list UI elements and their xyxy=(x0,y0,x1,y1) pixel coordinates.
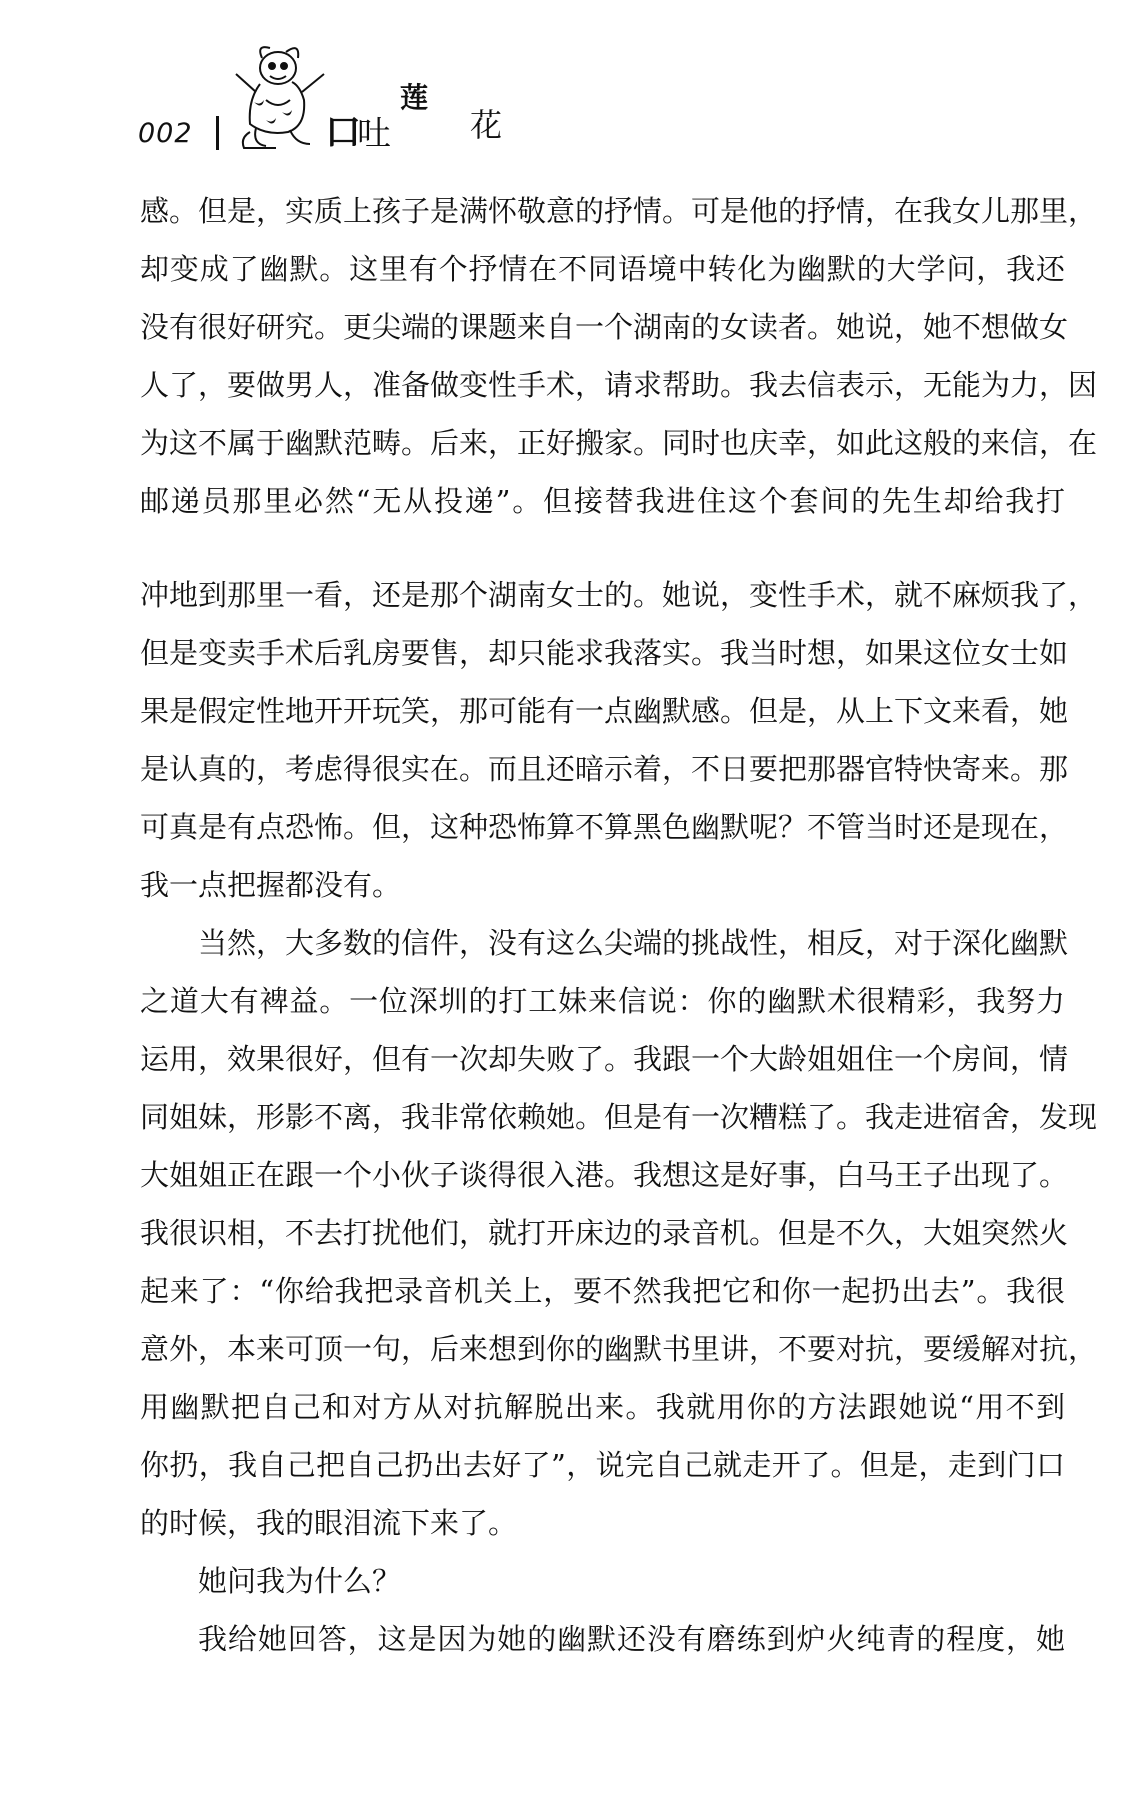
text-line: 我很识相，不去打扰他们，就打开床边的录音机。但是不久，大姐突然火 xyxy=(140,1216,1069,1250)
text-line: 我给她回答，这是因为她的幽默还没有磨练到炉火纯青的程度，她 xyxy=(198,1622,1065,1656)
text-line: 人了，要做男人，准备做变性手术，请求帮助。我去信表示，无能为力，因 xyxy=(140,368,1098,402)
text-line: 同姐妹，形影不离，我非常依赖她。但是有一次糟糕了。我走进宿舍，发现 xyxy=(140,1100,1098,1134)
series-title-char: 口 xyxy=(325,112,362,153)
text-line: 之道大有裨益。一位深圳的打工妹来信说：你的幽默术很精彩，我努力 xyxy=(140,984,1065,1018)
page-number: 002 xyxy=(138,118,193,149)
text-line: 起来了：“你给我把录音机关上，要不然我把它和你一起扔出去”。我很 xyxy=(140,1274,1065,1308)
series-title-char: 莲 xyxy=(400,81,429,114)
header-divider xyxy=(216,116,219,150)
text-line: 果是假定性地开开玩笑，那可能有一点幽默感。但是，从上下文来看，她 xyxy=(140,694,1069,728)
text-line: 用幽默把自己和对方从对抗解脱出来。我就用你的方法跟她说“用不到 xyxy=(140,1390,1065,1424)
body-text-main xyxy=(140,566,1098,1668)
text-line: 当然，大多数的信件，没有这么尖端的挑战性，相反，对于深化幽默 xyxy=(198,926,1069,960)
text-line: 我一点把握都没有。 xyxy=(140,868,402,902)
series-title-char: 吐 xyxy=(357,114,391,154)
text-line: 她问我为什么？ xyxy=(198,1564,402,1598)
series-title-char: 花 xyxy=(470,106,503,144)
text-line: 却变成了幽默。这里有个抒情在不同语境中转化为幽默的大学问，我还 xyxy=(140,252,1065,286)
text-line: 运用，效果很好，但有一次却失败了。我跟一个大龄姐姐住一个房间，情 xyxy=(140,1042,1069,1076)
text-line: 但是变卖手术后乳房要售，却只能求我落实。我当时想，如果这位女士如 xyxy=(140,636,1069,670)
body-text-top xyxy=(140,182,1098,530)
text-line: 的时候，我的眼泪流下来了。 xyxy=(140,1506,518,1540)
text-line: 感。但是，实质上孩子是满怀敬意的抒情。可是他的抒情，在我女儿那里， xyxy=(140,194,1098,228)
text-line: 没有很好研究。更尖端的课题来自一个湖南的女读者。她说，她不想做女 xyxy=(140,310,1069,344)
text-line: 意外，本来可顶一句，后来想到你的幽默书里讲，不要对抗，要缓解对抗， xyxy=(140,1332,1098,1366)
text-line: 你扔，我自己把自己扔出去好了”，说完自己就走开了。但是，走到门口 xyxy=(140,1448,1065,1482)
text-line: 大姐姐正在跟一个小伙子谈得很入港。我想这是好事，白马王子出现了。 xyxy=(140,1158,1069,1192)
text-line: 邮递员那里必然“无从投递”。但接替我进住这个套间的先生却给我打 xyxy=(140,484,1065,518)
text-line: 可真是有点恐怖。但，这种恐怖算不算黑色幽默呢？不管当时还是现在， xyxy=(140,810,1069,844)
text-line: 为这不属于幽默范畴。后来，正好搬家。同时也庆幸，如此这般的来信，在 xyxy=(140,426,1098,460)
text-line: 是认真的，考虑得很实在。而且还暗示着，不日要把那器官特快寄来。那 xyxy=(140,752,1069,786)
cartoon-mascot-icon xyxy=(226,40,336,152)
page-header xyxy=(0,0,1145,170)
text-line: 冲地到那里一看，还是那个湖南女士的。她说，变性手术，就不麻烦我了， xyxy=(140,578,1098,612)
